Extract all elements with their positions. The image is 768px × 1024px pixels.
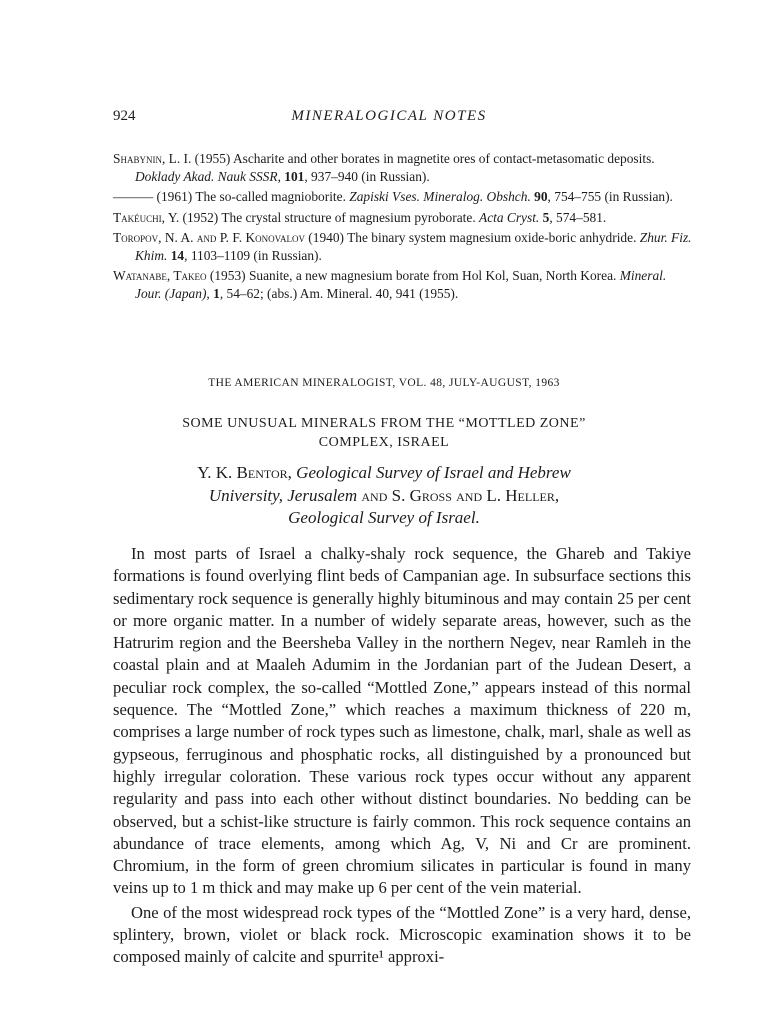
- reference-item: [113, 267, 693, 303]
- body-paragraph: In most parts of Israel a chalky-shaly rock sequence, the Ghareb and Takiye formations is found overlying flint beds of Campanian age. In subsurface sections this sedimentary rock sequence is generally highly bituminous and may contain 25 per cent or more organic matter. In a number of widely separate areas, however, such as the Hatrurim region and the Beersheba Valley in the northern Negev, near Ramleh in the coastal plain and at Maaleh Adumim in the Jordanian part of the Judean Desert, a peculiar rock complex, the so-called “Mottled Zone,” appears instead of this normal sequence. The “Mottled Zone,” which reaches a maximum thickness of 220 m, comprises a large number of rock types such as limestone, chalk, marl, shale as well as gypseous, ferruginous and phosphatic rocks, all distinguished by a pronounced but highly irregular coloration. These various rock types occur without any apparent regularity and pass into each other without distinct boundaries. No bedding can be observed, but a schist-like structure is fairly common. This rock sequence contains an abundance of trace elements, among which Ag, V, Ni and Cr are prominent. Chromium, in the form of green chromium silicates in particular is found in many veins up to 1 m thick and may make up 6 per cent of the vein material.: [113, 544, 691, 898]
- reference-author: Shabynin, L. I.: [113, 151, 192, 166]
- author-line: [0, 485, 768, 508]
- author-conjunction: and: [451, 485, 487, 505]
- running-title: MINERALOGICAL NOTES: [291, 108, 487, 124]
- reference-title: Suanite, a new magnesium borate from Hol Kol, Suan, North Korea.: [248, 268, 620, 284]
- reference-journal: Zhur. Fiz. Khim.: [135, 229, 692, 264]
- reference-item: [113, 209, 693, 227]
- reference-list: [113, 150, 693, 306]
- reference-journal: Doklady Akad. Nauk SSSR: [135, 169, 278, 185]
- reference-pages: , 54–62; (abs.) Am. Mineral. 40, 941 (1955).: [219, 286, 459, 302]
- reference-title: The crystal structure of magnesium pyroborate.: [221, 209, 480, 225]
- reference-author: Watanabe, Takeo: [113, 268, 207, 284]
- reference-year: (1961): [153, 189, 196, 205]
- reference-separator: ,: [206, 286, 214, 302]
- reference-volume: 101: [284, 169, 305, 185]
- article-body: [113, 543, 691, 969]
- reference-volume: 90: [534, 189, 548, 205]
- author-block: [0, 462, 768, 530]
- reference-volume: 14: [170, 248, 185, 264]
- journal-line: THE AMERICAN MINERALOGIST, VOL. 48, JULY-AUGUST, 1963: [208, 377, 560, 389]
- reference-title: The so-called magnioborite.: [195, 189, 350, 205]
- reference-pages: , 1103–1109 (in Russian).: [184, 248, 322, 264]
- reference-separator: ,: [277, 169, 285, 185]
- reference-author: ———: [113, 189, 154, 205]
- reference-author: Toropov, N. A. and P. F. Konovalov: [113, 229, 305, 245]
- author-name: L. Heller,: [486, 485, 560, 505]
- reference-journal: Acta Cryst.: [479, 209, 540, 225]
- author-affiliation: Geological Survey of Israel.: [288, 508, 480, 527]
- reference-year: (1953): [206, 268, 249, 284]
- reference-item: [113, 150, 693, 186]
- page-number: 924: [113, 108, 136, 124]
- body-paragraph: One of the most widespread rock types of the “Mottled Zone” is a very hard, dense, splintery, brown, violet or black rock. Microscopic examination shows it to be composed mainly of calcite and spurrite¹ approxi-: [113, 902, 691, 967]
- reference-year: (1952): [179, 209, 222, 225]
- author-line: [0, 507, 768, 530]
- author-line: [0, 462, 768, 485]
- reference-item: [113, 229, 693, 265]
- reference-item: [113, 188, 693, 206]
- reference-author: Takéuchi, Y.: [113, 209, 180, 225]
- reference-pages: , 937–940 (in Russian).: [304, 169, 430, 185]
- reference-title: Ascharite and other borates in magnetite ores of contact-metasomatic deposits.: [232, 151, 655, 166]
- article-title: [0, 414, 768, 452]
- reference-title: The binary system magnesium oxide-boric anhydride.: [347, 229, 640, 245]
- author-name: Y. K. Bentor,: [197, 463, 292, 482]
- reference-pages: , 574–581.: [549, 209, 607, 225]
- reference-year: (1940): [304, 229, 348, 245]
- reference-pages: , 754–755 (in Russian).: [547, 189, 673, 205]
- reference-journal: Zapiski Vses. Mineralog. Obshch.: [349, 189, 531, 205]
- author-conjunction: and: [357, 485, 392, 505]
- article-title-line: COMPLEX, ISRAEL: [318, 435, 450, 450]
- reference-volume: 5: [542, 209, 550, 225]
- author-affiliation: Geological Survey of Israel and Hebrew: [296, 463, 571, 482]
- reference-volume: 1: [213, 286, 220, 302]
- reference-year: (1955): [191, 151, 233, 166]
- author-name: S. Gross: [391, 485, 452, 505]
- page-header: [113, 108, 665, 130]
- reference-journal: Mineral. Jour. (Japan): [135, 268, 667, 302]
- article-title-line: SOME UNUSUAL MINERALS FROM THE “MOTTLED ZONE”: [182, 416, 586, 431]
- author-affiliation: University, Jerusalem: [208, 485, 358, 505]
